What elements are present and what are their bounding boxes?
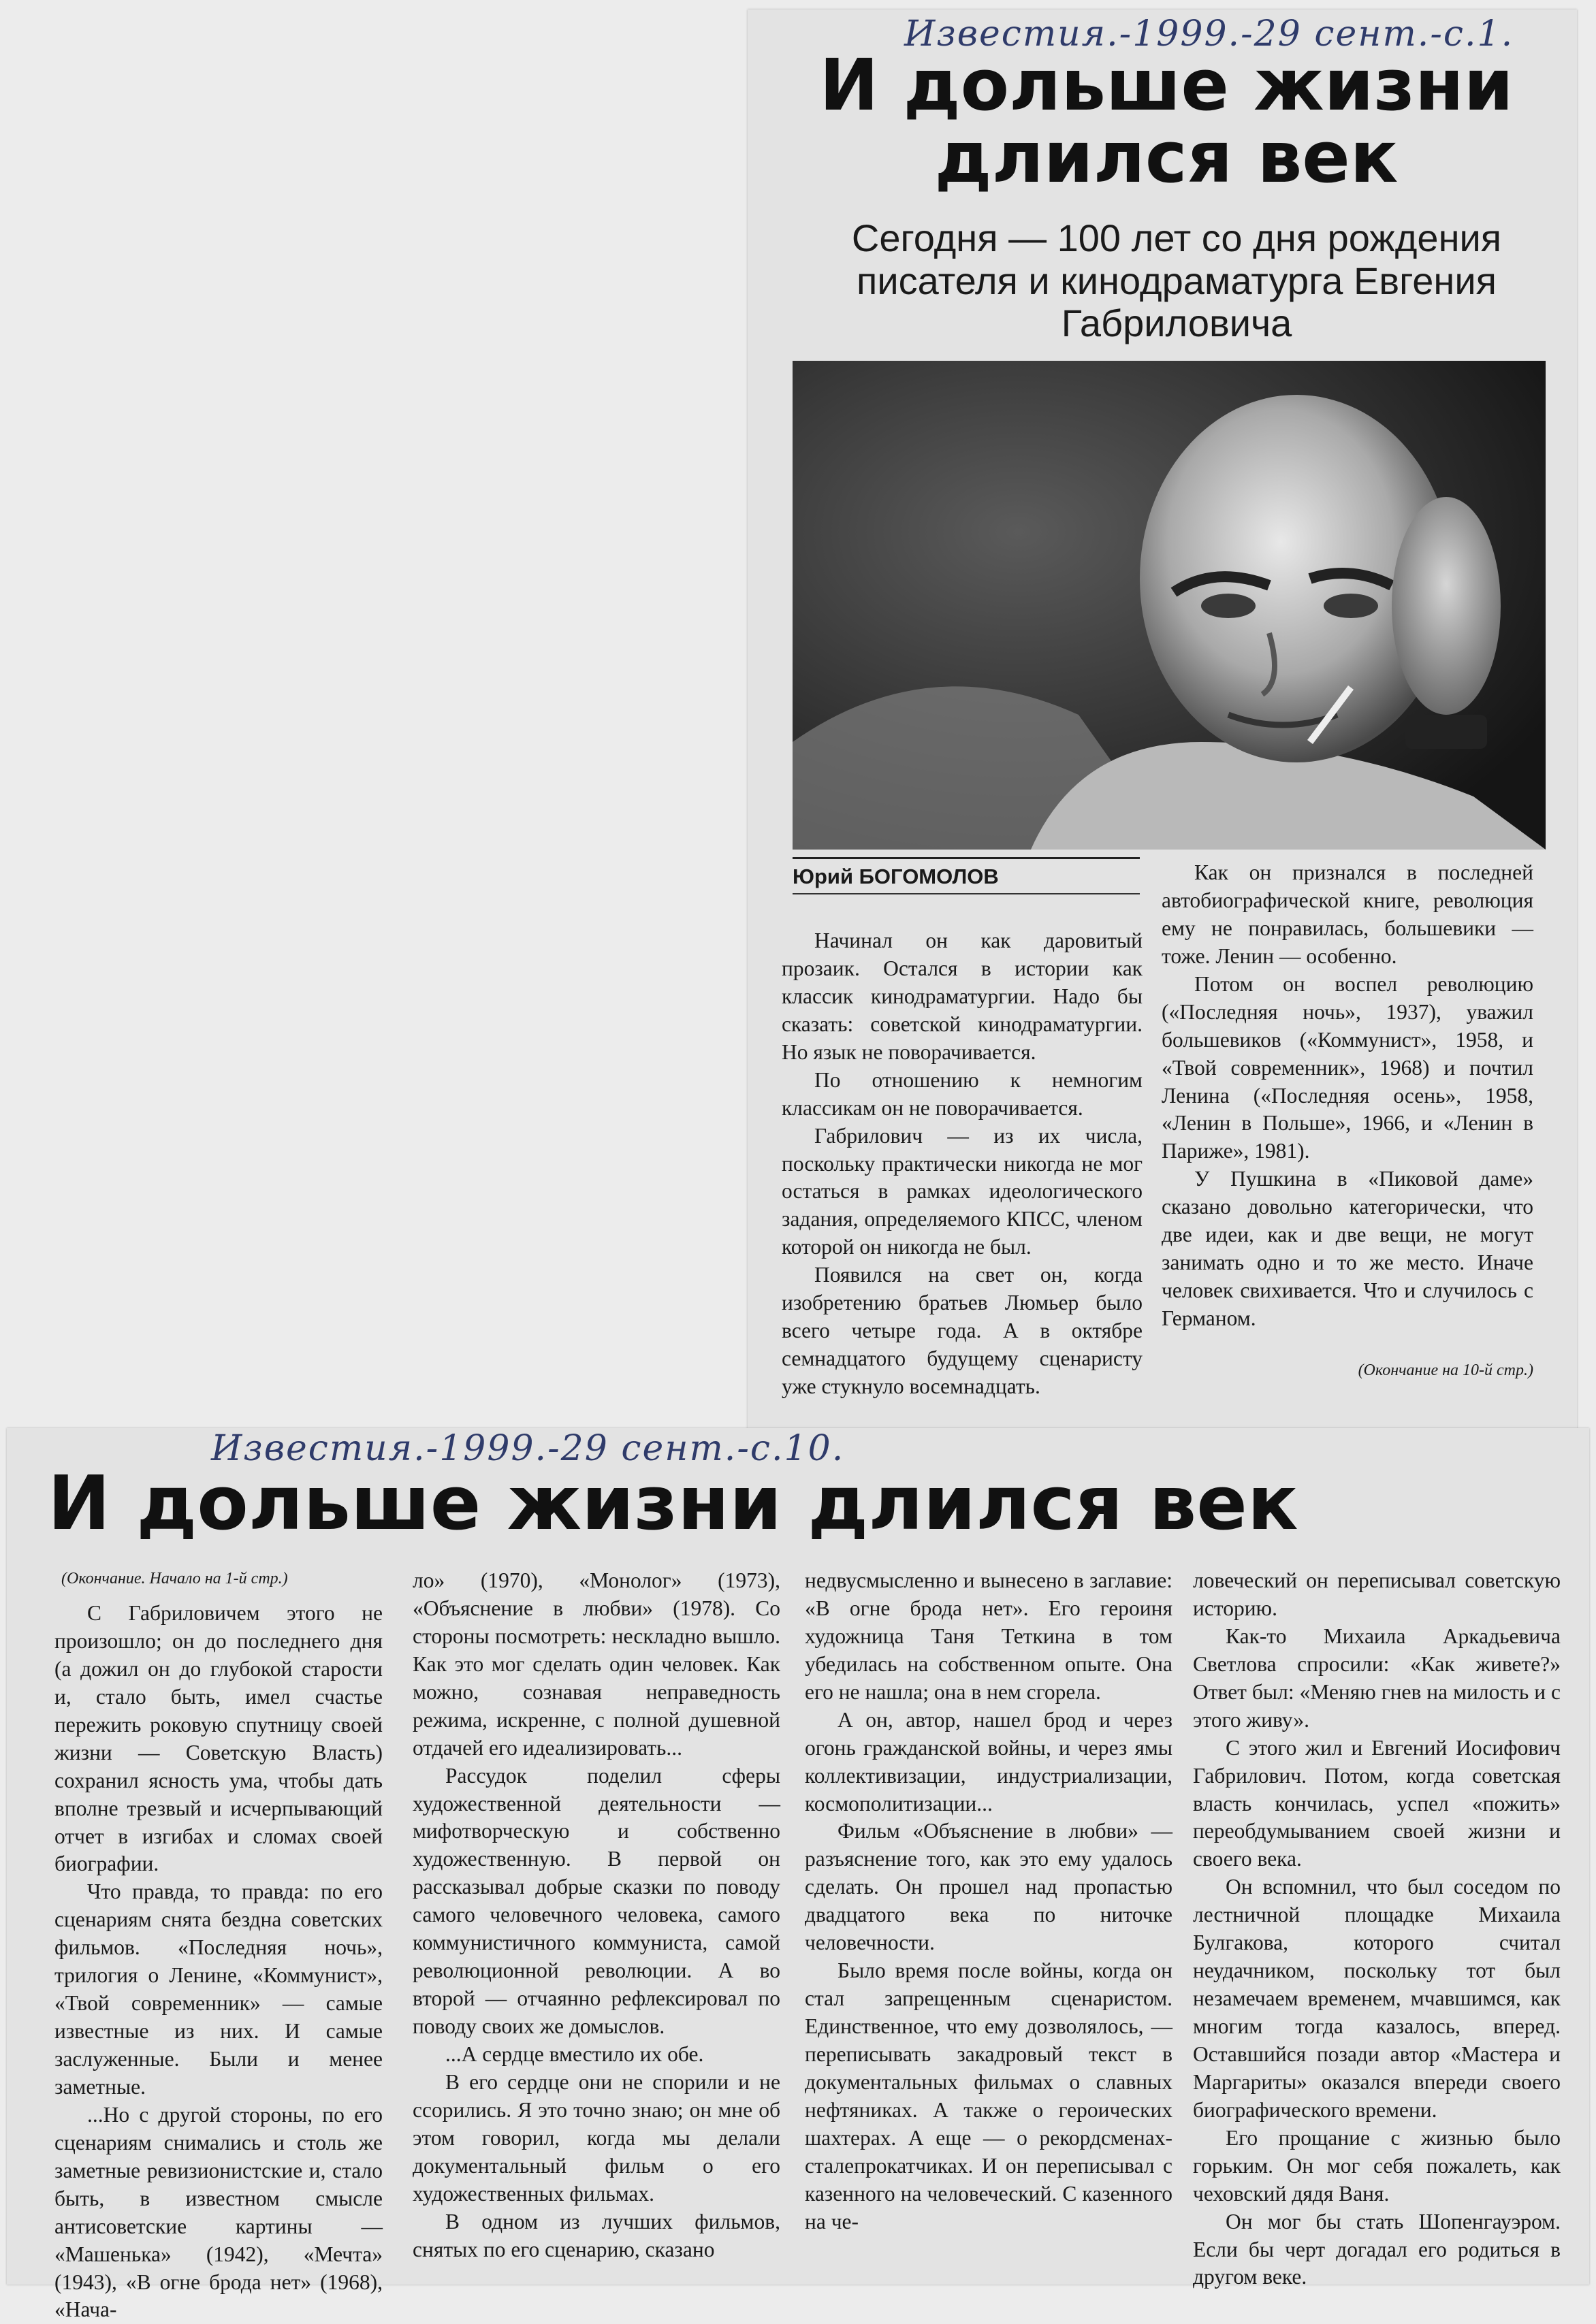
paragraph: Начинал он как даровитый прозаик. Остался в истории как классик кинодраматургии. Надо бы сказать: советской кинодраматургии. Но язык не поворачивается.: [782, 929, 1143, 1064]
paragraph: Он мог бы стать Шопенгауэром. Если бы черт догадал его родиться в другом веке.: [1193, 2209, 1561, 2289]
paragraph: По отношению к немногим классикам он не поворачивается.: [782, 1067, 1143, 1120]
headline-bottom: И дольше жизни длился век: [48, 1459, 1298, 1547]
handwritten-source-top: Известия.-1999.-29 сент.-с.1.: [904, 14, 1514, 54]
paragraph: В его сердце они не спорили и не ссорились. Я это точно знаю; он мне об этом говорил, когда мы делали документальный фильм о его художественных фильмах.: [413, 2069, 780, 2206]
paragraph: ловеческий он переписывал советскую историю.: [1193, 1568, 1561, 1620]
bottom-column-1: [54, 1600, 383, 2324]
paragraph: Что правда, то правда: по его сценариям снята бездна советских фильмов. «Последняя ночь», трилогия о Ленине, «Коммунист», «Твой современник» — самые известные из них. И самые заслуженные. Были и менее заметные.: [54, 1879, 383, 2099]
paragraph: Рассудок поделил сферы художественной деятельности — мифотворческую и собственно художественную. В первой он рассказывал добрые сказки по поводу самого человечного человека, самого коммунистичного коммуниста, самой революционной революции. А во второй — отчаянно рефлексировал по поводу своих же домыслов.: [413, 1763, 780, 2038]
bottom-column-3: [805, 1567, 1172, 2236]
portrait-image: [793, 361, 1546, 850]
paragraph: С этого жил и Евгений Иосифович Габрилович. Потом, когда советская власть кончилась, успел «пожить» переобдумыванием своей жизни и своего века.: [1193, 1735, 1561, 1871]
paragraph: Он вспомнил, что был соседом по лестничной площадке Михаила Булгакова, которого считал неудачником, поскольку тот был незамечаем временем, мчавшимся, как многим тогда казалось, вперед. Оставшийся позади автор «Мастера и Маргариты» оказался впереди своего биографического времени.: [1193, 1875, 1561, 2122]
handwritten-source-bottom: Известия.-1999.-29 сент.-с.10.: [211, 1428, 845, 1469]
paragraph: Габрилович — из их числа, поскольку практически никогда не мог остаться в рамках идеологического задания, определяемого КПСС, членом которой он никогда не был.: [782, 1123, 1143, 1259]
paragraph: ло» (1970), «Монолог» (1973), «Объяснение в любви» (1978). Со стороны посмотреть: нескладно вышло. Как это мог сделать один человек. Как можно, сознавая неправедность режима, искренне, с полной душевной отдачей его идеализировать...: [413, 1568, 780, 1760]
paragraph: недвусмысленно и вынесено в заглавие: «В огне брода нет». Его героиня художница Таня Теткина в том убедилась на собственном опыте. Она его не нашла; она в нем сгорела.: [805, 1568, 1172, 1704]
paragraph: Фильм «Объяснение в любви» — разъяснение того, как это ему удалось сделать. Он прошел над пропастью двадцатого века по ниточке человечности.: [805, 1819, 1172, 1955]
top-clipping: [748, 10, 1577, 1429]
paragraph: ...Но с другой стороны, по его сценариям снимались и столь же заметные ревизионистские и, стало быть, в известном смысле антисоветские картины — «Машенька» (1942), «Мечта» (1943), «В огне брода нет» (1968), «Нача-: [54, 2102, 383, 2322]
paragraph: А он, автор, нашел брод и через огонь гражданской войны, и через ямы коллективизации, индустриализации, космополитизации...: [805, 1707, 1172, 1815]
paragraph: Как-то Михаила Аркадьевича Светлова спросили: «Как живете?» Ответ был: «Меняю гнев на милость и с этого живу».: [1193, 1624, 1561, 1732]
bottom-clipping: [7, 1428, 1589, 2322]
subheadline-top: Сегодня — 100 лет со дня рождения писателя и кинодраматурга Евгения Габриловича: [851, 216, 1502, 345]
paragraph: Потом он воспел революцию («Последняя ночь», 1937), уважил большевиков («Коммунист», 1958, и «Твой современник», 1968) и почтил Ленина («Последняя осень», 1958, «Ленин в Польше», 1966, и «Ленин в Париже», 1981).: [1162, 971, 1533, 1163]
continuation-note: (Окончание на 10-й стр.): [1358, 1361, 1533, 1379]
paragraph: Как он признался в последней автобиографической книге, революция ему не понравилась, большевики — тоже. Ленин — особенно.: [1162, 860, 1533, 968]
paragraph: ...А сердце вместило их обе.: [445, 2041, 704, 2066]
paragraph: С Габриловичем этого не произошло; он до последнего дня (а дожил он до глубокой старости и, стало быть, имел счастье пережить роковую спутницу своей жизни — Советскую Власть) сохранил ясность ума, чтобы дать вполне трезвый и исчерпывающий отчет в изгибах и сломах своей биографии.: [54, 1601, 383, 1876]
bottom-column-4: [1193, 1567, 1561, 2291]
paragraph: Появился на свет он, когда изобретению братьев Люмьер было всего четыре года. А в октябре семнадцатого будущему сценаристу уже стукнуло восемнадцать.: [782, 1263, 1143, 1398]
start-note: (Окончание. Начало на 1-й стр.): [61, 1570, 288, 1587]
byline-block: [793, 857, 1140, 894]
paragraph: Было время после войны, когда он стал запрещенным сценаристом. Единственное, что ему дозволялось, — переписывать закадровый текст в документальных фильмах о славных нефтяниках. А также о героических шахтерах. А еще — о рекордсменах-сталепрокатчиках. И он переписывал с казенного на человеческий. С казенного на че-: [805, 1958, 1172, 2233]
top-column-1: [782, 927, 1143, 1401]
paragraph: У Пушкина в «Пиковой даме» сказано довольно категорически, что две идеи, как и две вещи, не могут занимать одно и то же место. Иначе человек свихивается. Что и случилось с Германом.: [1162, 1167, 1533, 1330]
top-column-2: [1162, 859, 1533, 1381]
portrait-photo: [793, 361, 1546, 850]
bottom-column-2: [413, 1567, 780, 2263]
byline: Юрий БОГОМОЛОВ: [793, 859, 1140, 894]
headline-top: И дольше жизни длился век: [819, 44, 1514, 199]
paragraph: В одном из лучших фильмов, снятых по его сценарию, сказано: [413, 2209, 780, 2261]
paragraph: Его прощание с жизнью было горьким. Он мог себя пожалеть, как чеховский дядя Ваня.: [1193, 2125, 1561, 2206]
